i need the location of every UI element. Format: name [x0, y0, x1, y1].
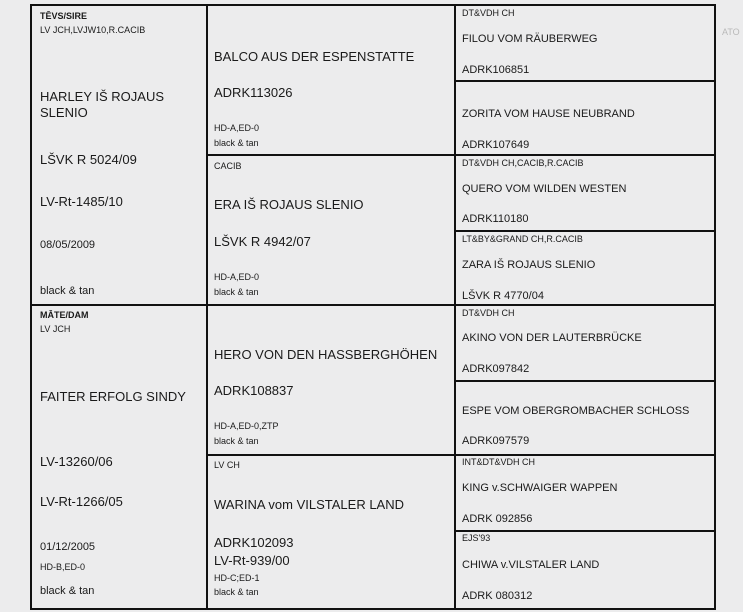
gen2-registration: ADRK108837 — [214, 383, 294, 398]
gen2-registration: ADRK113026 — [214, 85, 293, 100]
gen3-title: EJS'93 — [462, 533, 491, 543]
sire-name-line2: SLENIO — [40, 105, 88, 120]
margin-mark: ATO — [722, 27, 740, 37]
gen3-registration: ADRK106851 — [462, 64, 530, 76]
gen3-registration: ADRK 092856 — [462, 513, 533, 525]
gen2-name: BALCO AUS DER ESPENSTATTE — [214, 49, 415, 64]
sire-dob: 08/05/2009 — [40, 239, 96, 251]
gen3-registration: LŠVK R 4770/04 — [462, 290, 544, 302]
gen2-color: black & tan — [214, 436, 259, 446]
gen2-cell — [206, 154, 456, 306]
dam-dob: 01/12/2005 — [40, 541, 96, 553]
gen3-registration: ADRK110180 — [462, 213, 529, 225]
gen3-registration: ADRK097842 — [462, 363, 530, 375]
dam-registration-2: LV-Rt-1266/05 — [40, 494, 123, 509]
gen2-health: HD-A,ED-0 — [214, 272, 260, 282]
gen3-name: QUERO VOM WILDEN WESTEN — [462, 183, 627, 195]
gen3-name: ZORITA VOM HAUSE NEUBRAND — [462, 108, 635, 120]
gen3-registration: ADRK 080312 — [462, 590, 533, 602]
gen2-color: black & tan — [214, 287, 259, 297]
gen2-health: HD-A,ED-0,ZTP — [214, 421, 279, 431]
gen2-color: black & tan — [214, 587, 259, 597]
dam-health: HD-B,ED-0 — [40, 562, 86, 572]
sire-heading: TĒVS/SIRE — [40, 11, 88, 21]
gen2-title: LV CH — [214, 460, 240, 470]
gen3-registration: ADRK097579 — [462, 435, 530, 447]
gen2-color: black & tan — [214, 138, 259, 148]
dam-name: FAITER ERFOLG SINDY — [40, 389, 186, 404]
sire-registration-2: LV-Rt-1485/10 — [40, 194, 123, 209]
sire-titles: LV JCH,LVJW10,R.CACIB — [40, 25, 146, 35]
dam-heading: MĀTE/DAM — [40, 310, 89, 320]
sire-registration: LŠVK R 5024/09 — [40, 152, 137, 167]
gen2-registration-2: LV-Rt-939/00 — [214, 553, 290, 568]
gen3-name: FILOU VOM RÄUBERWEG — [462, 33, 598, 45]
gen2-name: ERA IŠ ROJAUS SLENIO — [214, 197, 364, 212]
gen2-cell — [206, 304, 456, 456]
gen3-title: DT&VDH CH — [462, 308, 515, 318]
gen3-name: ZARA IŠ ROJAUS SLENIO — [462, 259, 596, 271]
gen2-name: HERO VON DEN HASSBERGHÖHEN — [214, 347, 438, 362]
gen3-title: INT&DT&VDH CH — [462, 457, 536, 467]
gen3-title: DT&VDH CH,CACIB,R.CACIB — [462, 158, 584, 168]
gen2-cell — [206, 4, 456, 156]
gen2-title: CACIB — [214, 161, 242, 171]
gen3-name: ESPE VOM OBERGROMBACHER SCHLOSS — [462, 405, 690, 417]
gen3-name: AKINO VON DER LAUTERBRÜCKE — [462, 332, 642, 344]
gen2-registration: LŠVK R 4942/07 — [214, 234, 311, 249]
gen3-registration: ADRK107649 — [462, 139, 530, 151]
sire-color: black & tan — [40, 285, 95, 297]
gen3-title: DT&VDH CH — [462, 8, 515, 18]
dam-registration: LV-13260/06 — [40, 454, 113, 469]
gen2-health: HD-A,ED-0 — [214, 123, 260, 133]
sire-name-line1: HARLEY IŠ ROJAUS — [40, 89, 165, 104]
dam-color: black & tan — [40, 585, 95, 597]
gen3-title: LT&BY&GRAND CH,R.CACIB — [462, 234, 583, 244]
dam-titles: LV JCH — [40, 324, 71, 334]
gen3-name: CHIWA v.VILSTALER LAND — [462, 559, 600, 571]
gen2-health: HD-C;ED-1 — [214, 573, 260, 583]
gen2-name: WARINA vom VILSTALER LAND — [214, 497, 404, 512]
gen2-registration: ADRK102093 — [214, 535, 294, 550]
gen3-name: KING v.SCHWAIGER WAPPEN — [462, 482, 618, 494]
